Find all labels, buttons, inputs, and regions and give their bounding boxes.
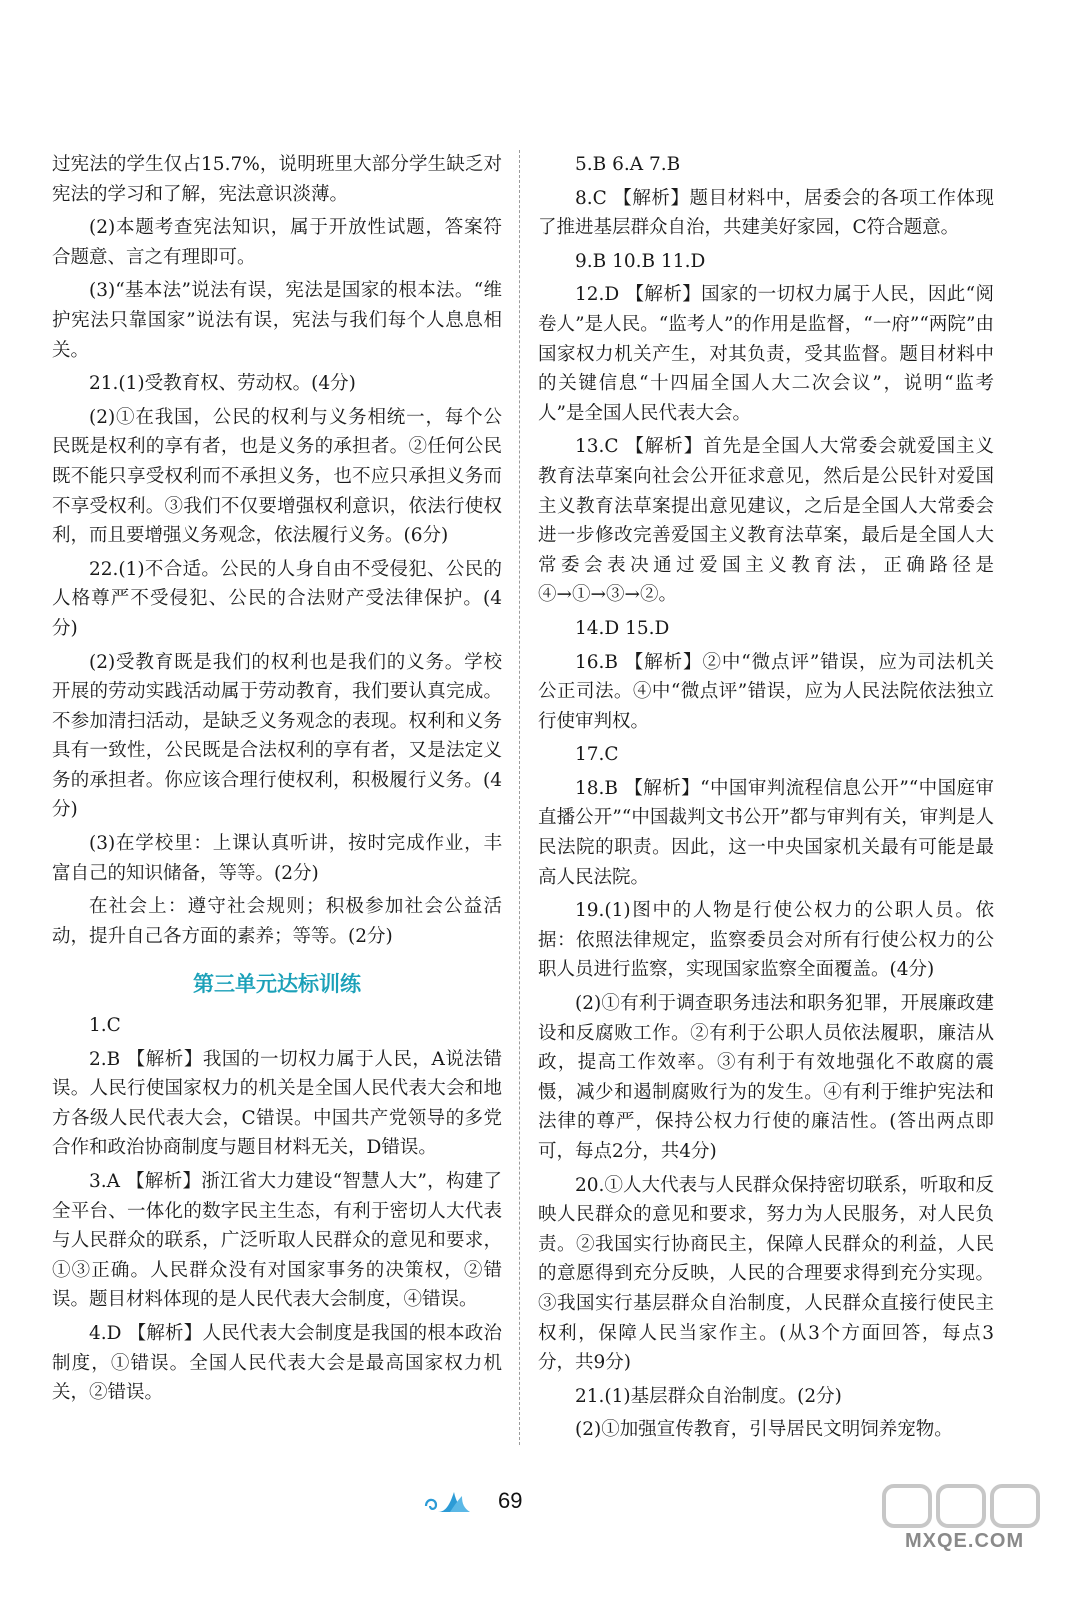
para-l8: 在社会上：遵守社会规则；积极参加社会公益活动，提升自己各方面的素养；等等。(2分) [52,896,502,947]
answer-19-1: 19.(1)图中的人物是行使公权力的公职人员。依据：依照法律规定，监察委员会对所有行使公权力的公职人员进行监察，实现国家监察全面覆盖。(4分) [538,900,994,981]
answer-4: 4.D 【解析】人民代表大会制度是我国的根本政治制度，①错误。全国人民代表大会是最高国家权力机关，②错误。 [52,1322,502,1404]
answer-9-11: 9.B 10.B 11.D [575,250,706,272]
para-l0: 过宪法的学生仅占15.7%，说明班里大部分学生缺乏对宪法的学习和了解，宪法意识淡薄。 [52,154,502,205]
para-l3: 21.(1)受教育权、劳动权。(4分) [89,373,356,395]
column-divider [519,150,520,1445]
section-title: 第三单元达标训练 [193,971,361,997]
answer-12: 12.D 【解析】国家的一切权力属于人民，因此“阅卷人”是人民。“监考人”的作用是监督，“一府”“两院”由国家权力机关产生，对其负责，受其监督。题目材料中的关键信息“十四届全国人大二次会议”，说明“监考人”是全国人民代表大会。 [538,284,994,424]
para-l4: (2)①在我国，公民的权利与义务相统一，每个公民既是权利的享有者，也是义务的承担者。②任何公民既不能只享受权利而不承担义务，也不应只承担义务而不享受权利。③我们不仅要增强权利意识，依法行使权利，而且要增强义务观念，依法履行义务。(6分) [52,406,502,547]
answer-1: 1.C [89,1015,121,1037]
para-l5: 22.(1)不合适。公民的人身自由不受侵犯、公民的人格尊严不受侵犯、公民的合法财产受法律保护。(4分) [52,558,502,639]
answer-2: 2.B 【解析】我国的一切权力属于人民，A说法错误。人民行使国家权力的机关是全国人民代表大会和地方各级人民代表大会，C错误。中国共产党领导的多党合作和政治协商制度与题目材料无关，D错误。 [52,1048,502,1159]
answer-14-15: 14.D 15.D [575,617,670,639]
answer-3: 3.A 【解析】浙江省大力建设“智慧人大”，构建了全平台、一体化的数字民主生态，有利于密切人大代表与人民群众的联系，广泛听取人民群众的意见和要求，①③正确。人民群众没有对国家事务的决策权，②错误。题目材料体现的是人民代表大会制度，④错误。 [52,1171,502,1311]
answer-21-2: (2)①加强宣传教育，引导居民文明饲养宠物。 [575,1419,953,1441]
watermark-logo-icon [880,1480,1050,1532]
answer-13: 13.C 【解析】首先是全国人大常委会就爱国主义教育法草案向社会公开征求意见，然后是公民针对爱国主义教育法草案提出意见建议，之后是全国人大常委会进一步修改完善爱国主义教育法草案，最后是全国人大常委会表决通过爱国主义教育法，正确路径是④→①→③→②。 [538,436,994,606]
answer-8: 8.C 【解析】题目材料中，居委会的各项工作体现了推进基层群众自治，共建美好家园，C符合题意。 [538,187,994,239]
para-l6: (2)受教育既是我们的权利也是我们的义务。学校开展的劳动实践活动属于劳动教育，我们要认真完成。不参加清扫活动，是缺乏义务观念的表现。权利和义务具有一致性，公民既是合法权利的享有者，又是法定义务的承担者。你应该合理行使权利，积极履行义务。(4分) [52,651,502,821]
left-column [52,150,502,1412]
para-l1: (2)本题考查宪法知识，属于开放性试题，答案符合题意、言之有理即可。 [52,217,502,268]
right-column [538,150,994,1449]
answer-18: 18.B 【解析】“中国审判流程信息公开”“中国庭审直播公开”“中国裁判文书公开”都与审判有关，审判是人民法院的职责。因此，这一中央国家机关最有可能是最高人民法院。 [538,777,994,888]
answer-20: 20.①人大代表与人民群众保持密切联系，听取和反映人民群众的意见和要求，努力为人民服务，对人民负责。②我国实行协商民主，保障人民群众的利益，人民的意愿得到充分反映，人民的合理要求得到充分实现。③我国实行基层群众自治制度，人民群众直接行使民主权利，保障人民当家作主。(从3个方面回答，每点3分，共9分) [538,1174,994,1374]
page-footer [0,1480,1075,1552]
wave-logo-icon [420,1486,480,1520]
answer-16: 16.B 【解析】②中“微点评”错误，应为司法机关公正司法。④中“微点评”错误，应为人民法院依法独立行使审判权。 [538,651,994,732]
answer-21-1: 21.(1)基层群众自治制度。(2分) [575,1385,842,1407]
answer-19-2: (2)①有利于调查职务违法和职务犯罪，开展廉政建设和反腐败工作。②有利于公职人员依法履职，廉洁从政，提高工作效率。③有利于有效地强化不敢腐的震慑，减少和遏制腐败行为的发生。④有利于维护宪法和法律的尊严，保持公权力行使的廉洁性。(答出两点即可，每点2分，共4分) [538,993,994,1162]
answer-5-7: 5.B 6.A 7.B [575,154,681,175]
page-number: 69 [498,1488,523,1513]
para-l2: (3)“基本法”说法有误，宪法是国家的根本法。“维护宪法只靠国家”说法有误，宪法与我们每个人息息相关。 [52,280,502,361]
watermark-text: MXQE.COM [905,1530,1025,1552]
para-l7: (3)在学校里：上课认真听讲，按时完成作业，丰富自己的知识储备，等等。(2分) [52,833,502,884]
answer-17: 17.C [575,744,619,766]
